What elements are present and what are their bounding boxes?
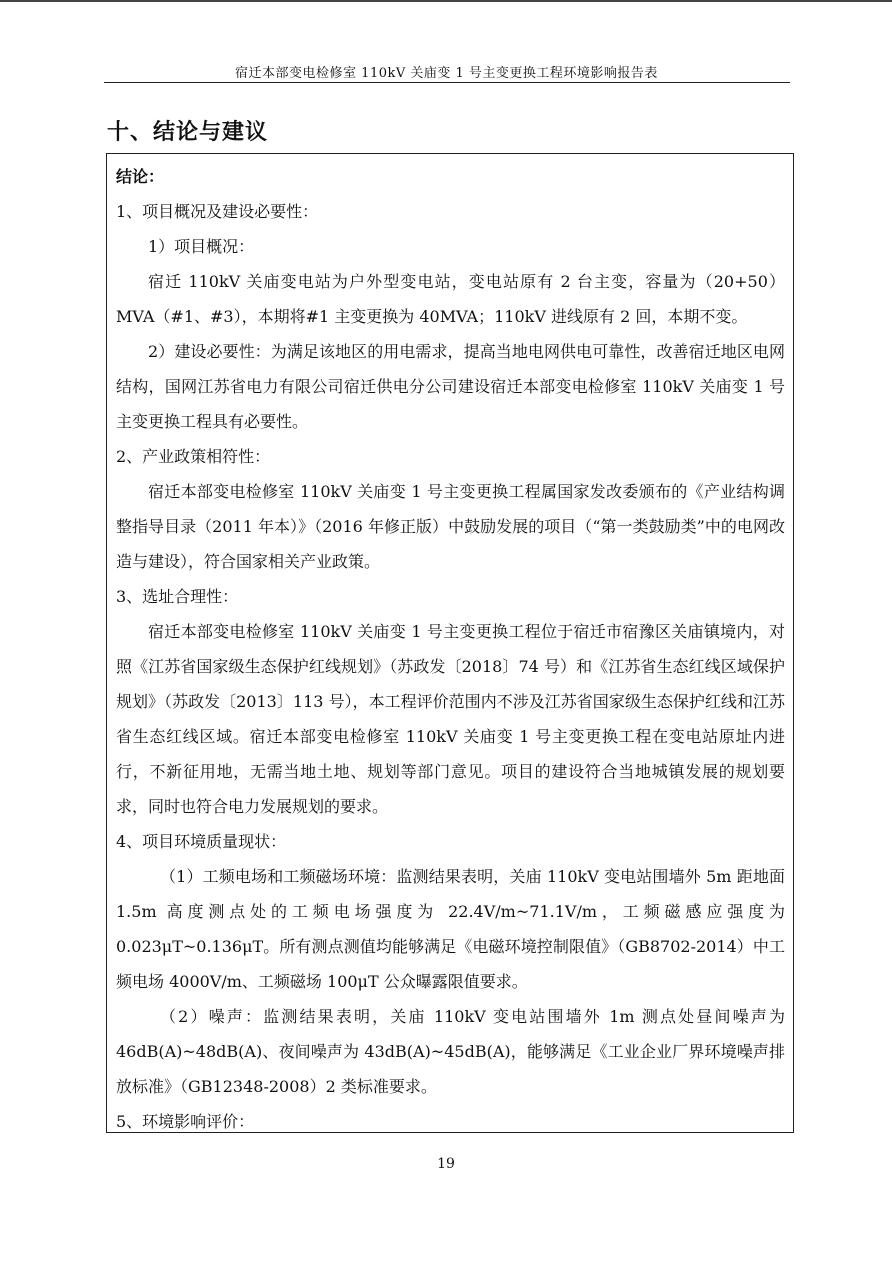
s1-sub1-text: 宿迁 110kV 关庙变电站为户外型变电站，变电站原有 2 台主变，容量为（20+50）MVA（#1、#3），本期将#1 主变更换为 40MVA；110kV 进线原有 2 回，本期不变。 bbox=[116, 272, 785, 326]
conclusion-box bbox=[106, 153, 794, 1133]
s1-heading: 1、项目概况及建设必要性： bbox=[116, 202, 319, 221]
s2-text: 宿迁本部变电检修室 110kV 关庙变 1 号主变更换工程属国家发改委颁布的《产业结构调整指导目录（2011 年本）》（2016 年修正版）中鼓励发展的项目（“第一类鼓励类”中的电网改造与建设），符合国家相关产业政策。 bbox=[116, 482, 785, 571]
running-header: 宿迁本部变电检修室 110kV 关庙变 1 号主变更换工程环境影响报告表 bbox=[235, 66, 658, 81]
header-rule bbox=[104, 82, 790, 83]
page-top-border bbox=[0, 0, 892, 2]
s5-heading: 5、环境影响评价： bbox=[116, 1112, 255, 1131]
s3-heading: 3、选址合理性： bbox=[116, 587, 239, 606]
s1-sub2-text: 2）建设必要性：为满足该地区的用电需求，提高当地电网供电可靠性，改善宿迁地区电网结构，国网江苏省电力有限公司宿迁供电分公司建设宿迁本部变电检修室 110kV 关庙变 1 号主变更换工程具有必要性。 bbox=[116, 342, 785, 431]
s3-text: 宿迁本部变电检修室 110kV 关庙变 1 号主变更换工程位于宿迁市宿豫区关庙镇境内，对照《江苏省国家级生态保护红线规划》（苏政发〔2018〕74 号）和《江苏省生态红线区域保护规划》（苏政发〔2013〕113 号），本工程评价范围内不涉及江苏省国家级生态保护红线和江苏省生态红线区域。宿迁本部变电检修室 110kV 关庙变 1 号主变更换工程在变电站原址内进行，不新征用地，无需当地土地、规划等部门意见。项目的建设符合当地城镇发展的规划要求，同时也符合电力发展规划的要求。 bbox=[116, 622, 785, 816]
s4-heading: 4、项目环境质量现状： bbox=[116, 832, 287, 851]
conclusion-content bbox=[116, 159, 785, 1139]
s2-heading: 2、产业政策相符性： bbox=[116, 447, 271, 466]
s4-item2: （2）噪声：监测结果表明，关庙 110kV 变电站围墙外 1m 测点处昼间噪声为 46dB(A)~48dB(A)、夜间噪声为 43dB(A)~45dB(A)，能够满足《工业企业厂界环境噪声排放标准》（GB12348-2008）2 类标准要求。 bbox=[116, 1007, 785, 1096]
page-number: 19 bbox=[437, 1156, 455, 1172]
s1-sub1-heading: 1）项目概况： bbox=[148, 237, 255, 256]
conclusion-label: 结论： bbox=[116, 167, 165, 186]
section-title: 十、结论与建议 bbox=[107, 120, 269, 145]
s4-item1: （1）工频电场和工频磁场环境：监测结果表明，关庙 110kV 变电站围墙外 5m 距地面 1.5m 高度测点处的工频电场强度为 22.4V/m~71.1V/m，工频磁感应强度为 0.023μT~0.136μT。所有测点测值均能够满足《电磁环境控制限值》（GB8702-2014）中工频电场 4000V/m、工频磁场 100μT 公众曝露限值要求。 bbox=[116, 867, 785, 991]
